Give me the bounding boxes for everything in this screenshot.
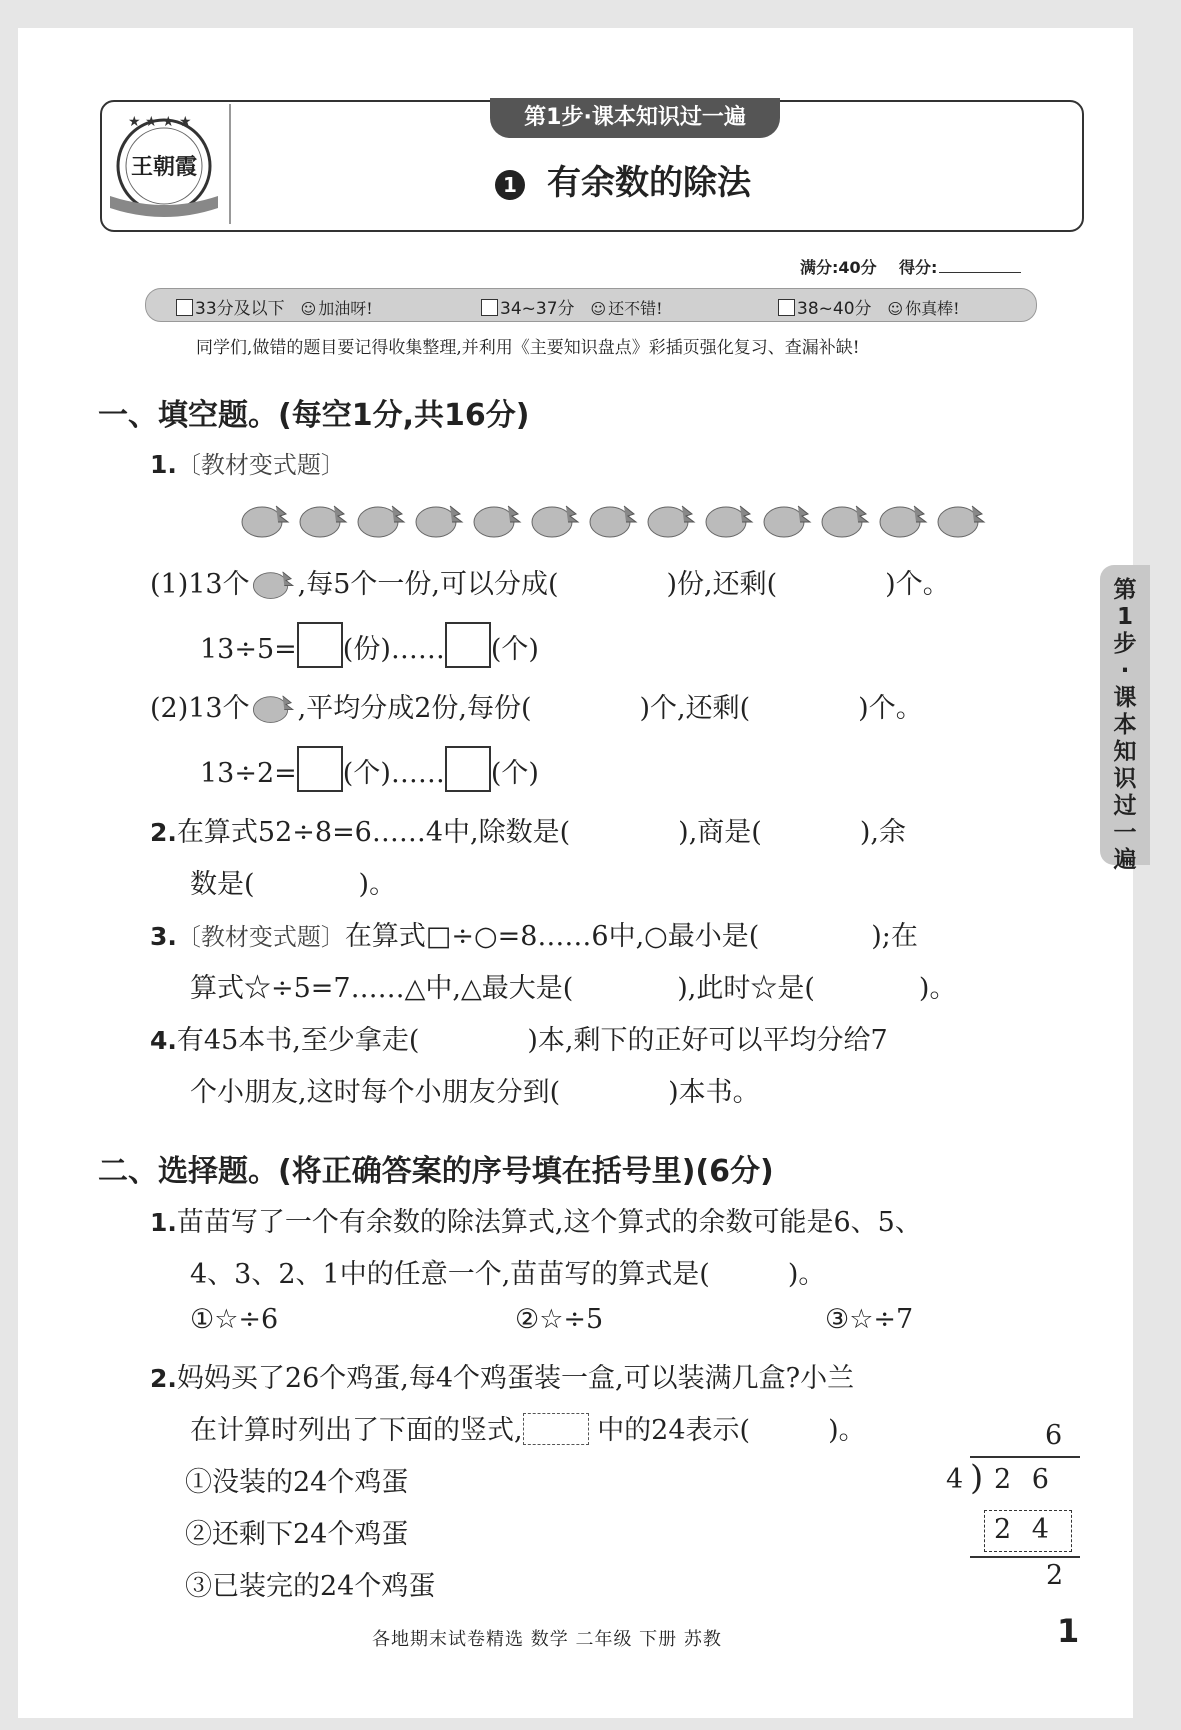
side-tab-char: 遍: [1113, 847, 1137, 873]
question-1-part-2: (2)13个 ,平均分成2份,每份( )个,还剩( )个。: [150, 686, 923, 725]
question-3: 3.〔教材变式题〕在算式□÷○=8……6中,○最小是( );在: [150, 921, 918, 952]
question-1-header: 1.〔教材变式题〕: [150, 450, 345, 479]
divisor: 4: [946, 1464, 964, 1495]
strawberry-icon: [250, 565, 298, 601]
side-tab-char: 识: [1113, 766, 1137, 792]
score-label: 得分:: [898, 258, 938, 277]
side-tab-char: 过: [1113, 793, 1137, 819]
brand-logo: [104, 104, 224, 224]
dividend: 2 6: [994, 1464, 1055, 1495]
question-4: 4.有45本书,至少拿走( )本,剩下的正好可以平均分给7: [150, 1025, 888, 1056]
strawberry-icon: [250, 689, 298, 725]
question-1-equation-1: 13÷5= (份)…… (个): [200, 622, 539, 668]
question-4-cont: 个小朋友,这时每个小朋友分到( )本书。: [190, 1077, 760, 1108]
choice-option[interactable]: ①☆÷6: [190, 1304, 279, 1335]
strawberry-icon: [240, 498, 292, 540]
svg-text:王朝霞: 王朝霞: [130, 154, 198, 180]
side-tab-char: 本: [1113, 712, 1137, 738]
question-2: 2.在算式52÷8=6……4中,除数是( ),商是( ),余: [150, 817, 906, 848]
svg-text:★ ★ ★ ★: ★ ★ ★ ★: [128, 114, 192, 130]
choice-option[interactable]: ①没装的24个鸡蛋: [185, 1467, 409, 1498]
rating-item: 34~37分 ☺ 还不错!: [481, 294, 663, 319]
strawberry-icon: [762, 498, 814, 540]
choice-question-2: 2.妈妈买了26个鸡蛋,每4个鸡蛋装一盒,可以装满几盒?小兰: [150, 1363, 855, 1394]
choice-question-2-cont: 在计算时列出了下面的竖式, 中的24表示( )。: [190, 1415, 866, 1446]
question-3-cont: 算式☆÷5=7……△中,△最大是( ),此时☆是( )。: [190, 973, 957, 1004]
strawberry-icon: [820, 498, 872, 540]
subtraction-line: [970, 1556, 1080, 1558]
step-tab: 第1步·课本知识过一遍: [490, 98, 780, 138]
side-tab-char: 知: [1113, 739, 1137, 765]
score-input[interactable]: [939, 258, 1021, 273]
answer-box[interactable]: [297, 622, 343, 668]
section-title: 二、选择题。(将正确答案的序号填在括号里)(6分): [98, 1154, 774, 1189]
choice-question-1: 1.苗苗写了一个有余数的除法算式,这个算式的余数可能是6、5、: [150, 1207, 922, 1238]
product: 2 4: [994, 1514, 1055, 1545]
side-tab-char: ·: [1120, 658, 1130, 684]
question-1-equation-2: 13÷2= (个)…… (个): [200, 746, 539, 792]
page-number: 1: [1057, 1612, 1080, 1650]
strawberry-icon: [356, 498, 408, 540]
question-2-cont: 数是( )。: [190, 869, 397, 900]
full-score: 满分:40分: [800, 258, 877, 277]
answer-box[interactable]: [445, 622, 491, 668]
side-tab-char: 课: [1113, 685, 1137, 711]
long-division: [940, 1420, 1080, 1590]
strawberry-icon: [646, 498, 698, 540]
side-tab-char: 第: [1113, 577, 1137, 603]
lesson-title: [495, 155, 751, 204]
strawberry-icon: [936, 498, 988, 540]
strawberry-icon: [704, 498, 756, 540]
side-tab-char: 一: [1113, 820, 1137, 846]
rating-bar: [145, 288, 1037, 322]
strawberry-icon: [298, 498, 350, 540]
rating-item: 33分及以下 ☺ 加油呀!: [176, 294, 373, 319]
rating-item: 38~40分 ☺ 你真棒!: [778, 294, 960, 319]
rating-checkbox[interactable]: [778, 299, 795, 316]
division-bar: [970, 1456, 1080, 1458]
rating-checkbox[interactable]: [176, 299, 193, 316]
answer-box[interactable]: [297, 746, 343, 792]
lesson-number-badge: 1: [495, 170, 525, 200]
score-line: [800, 255, 1021, 278]
choice-option[interactable]: ③☆÷7: [825, 1304, 914, 1335]
strawberry-icon: [530, 498, 582, 540]
choice-question-1-cont: 4、3、2、1中的任意一个,苗苗写的算式是( )。: [190, 1259, 826, 1290]
choice-option[interactable]: ③已装完的24个鸡蛋: [185, 1571, 436, 1602]
strawberry-icon: [878, 498, 930, 540]
notice-text: 同学们,做错的题目要记得收集整理,并利用《主要知识盘点》彩插页强化复习、查漏补缺!: [196, 338, 860, 358]
answer-box[interactable]: [445, 746, 491, 792]
strawberry-icon: [588, 498, 640, 540]
section-title: 一、填空题。(每空1分,共16分): [98, 398, 530, 433]
division-bracket: ): [970, 1458, 984, 1498]
rating-checkbox[interactable]: [481, 299, 498, 316]
choice-option[interactable]: ②☆÷5: [515, 1304, 604, 1335]
side-tab-char: 1: [1116, 604, 1133, 630]
smile-icon: ☺: [887, 300, 904, 318]
smile-icon: ☺: [590, 300, 607, 318]
smile-icon: ☺: [300, 300, 317, 318]
lesson-title-text: 有余数的除法: [547, 163, 751, 203]
quotient: 6: [1045, 1420, 1063, 1451]
remainder: 2: [1046, 1560, 1064, 1591]
strawberry-icon: [472, 498, 524, 540]
side-tab-char: 步: [1113, 631, 1137, 657]
strawberry-icon: [414, 498, 466, 540]
dashed-box-icon: [523, 1413, 589, 1445]
choice-option[interactable]: ②还剩下24个鸡蛋: [185, 1519, 409, 1550]
footer-text: 各地期末试卷精选 数学 二年级 下册 苏教: [372, 1629, 722, 1650]
side-step-tab: [1100, 565, 1150, 873]
logo-divider: [229, 104, 231, 224]
question-1-part-1: (1)13个 ,每5个一份,可以分成( )份,还剩( )个。: [150, 562, 950, 601]
